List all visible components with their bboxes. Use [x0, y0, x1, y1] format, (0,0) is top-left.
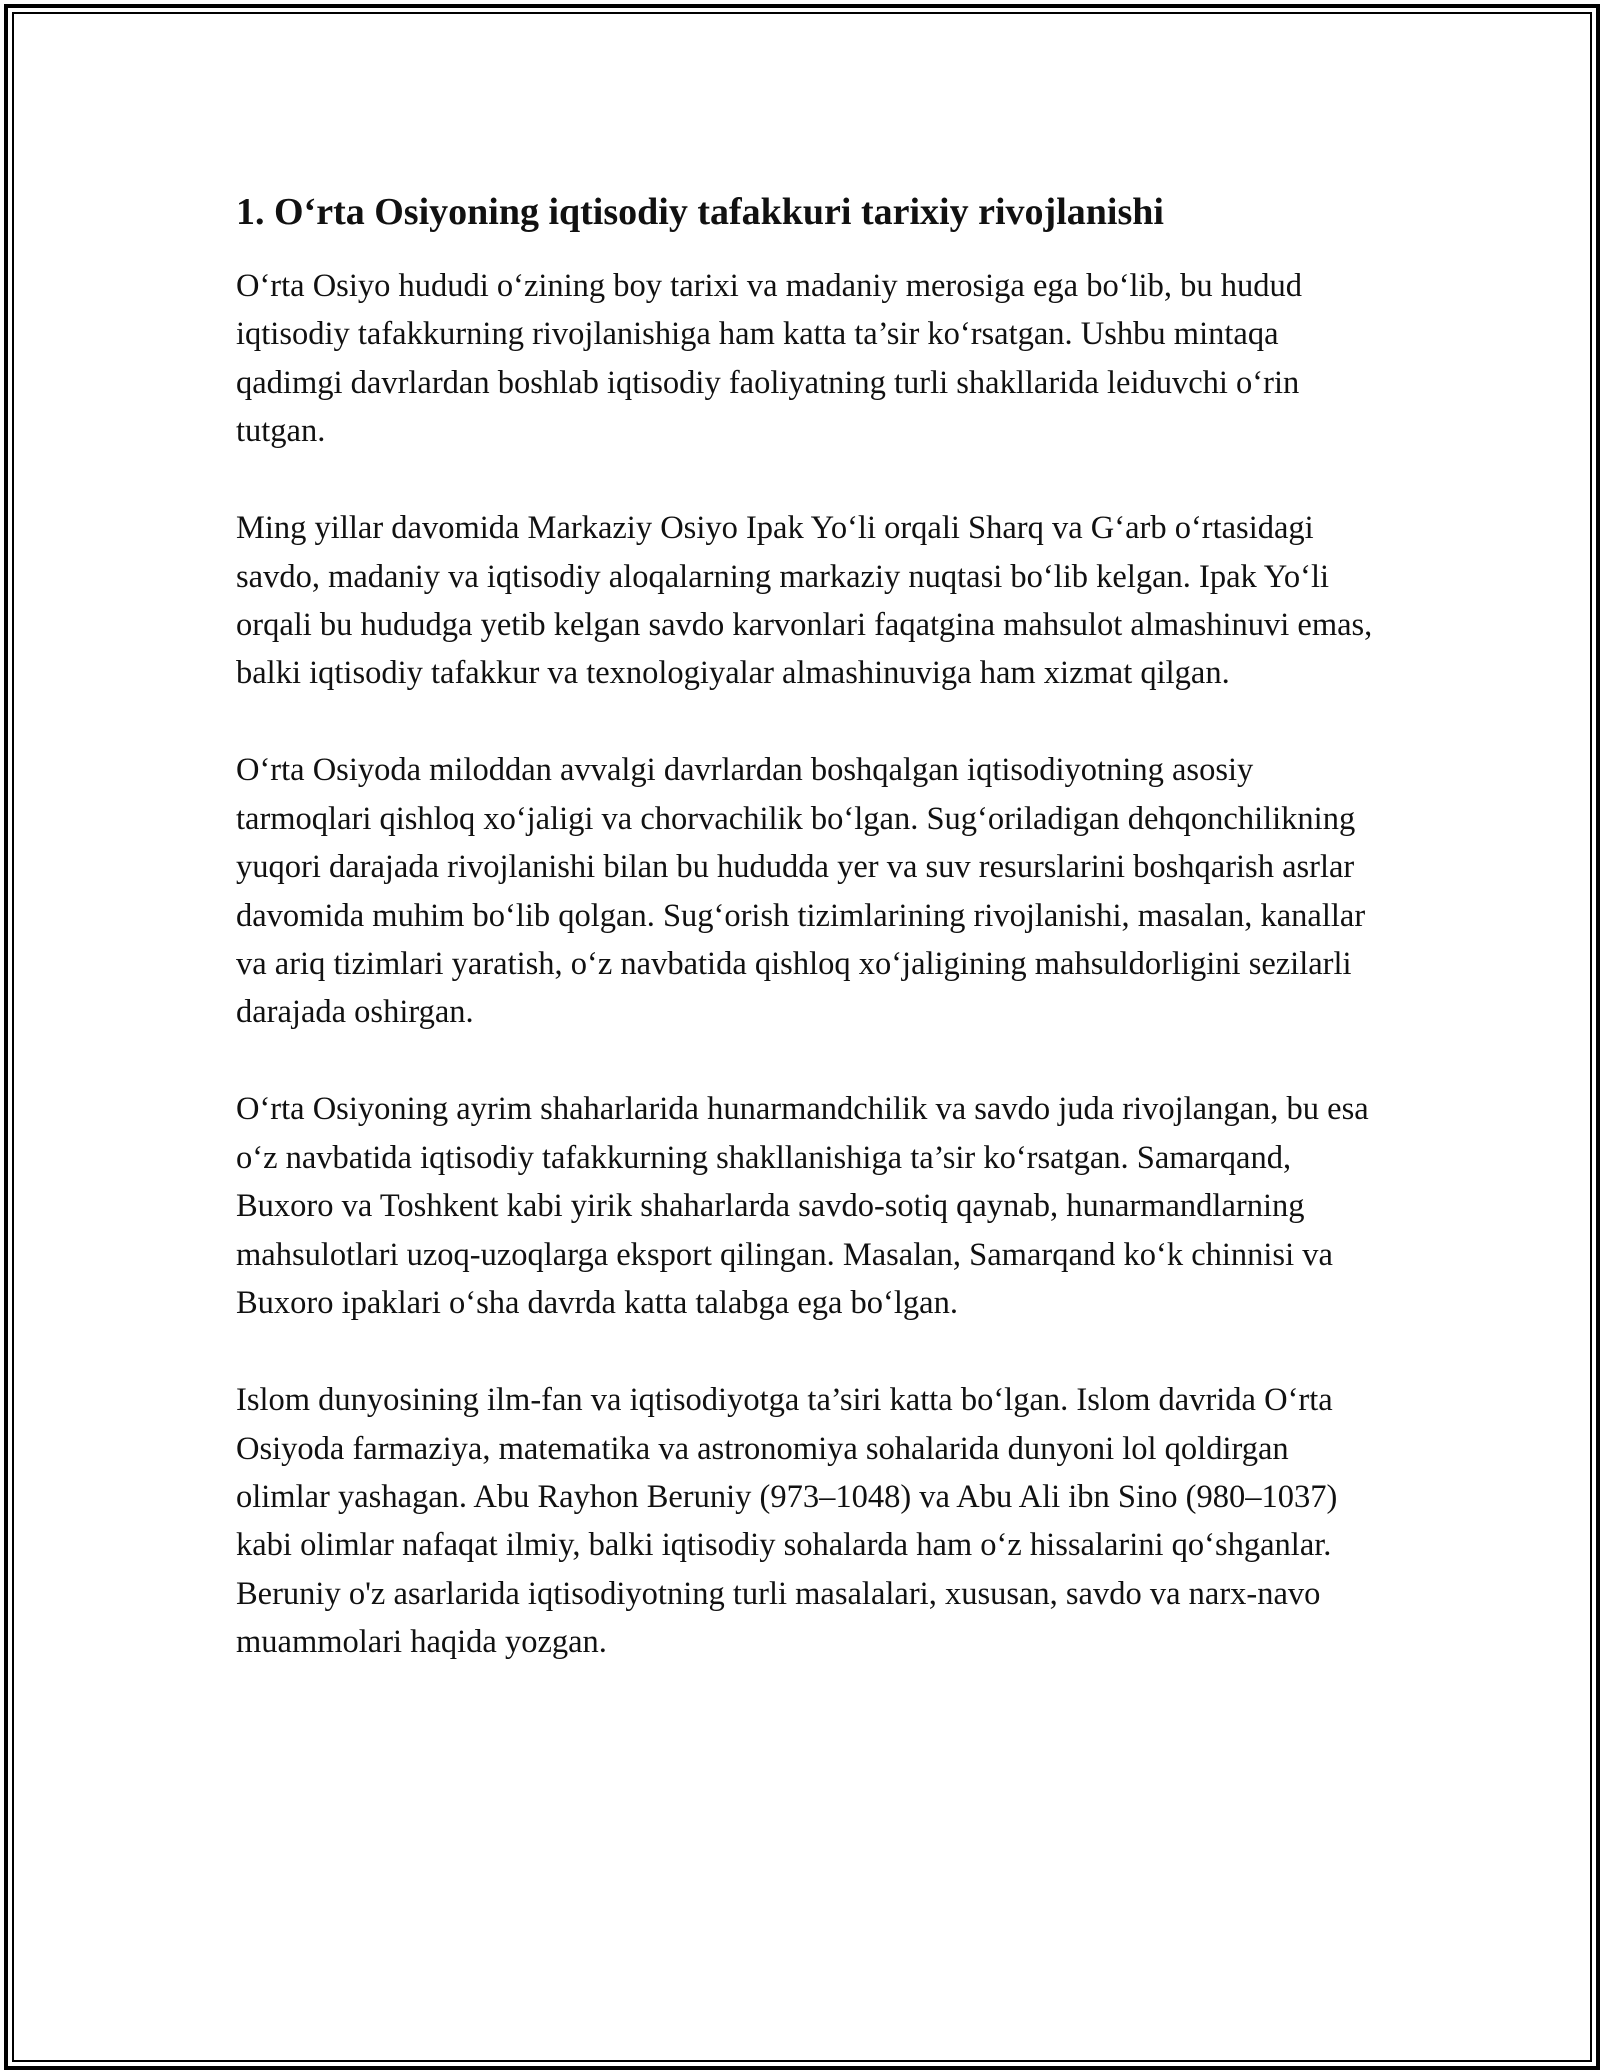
paragraph-3: O‘rta Osiyoda miloddan avvalgi davrlardan boshqalgan iqtisodiyotning asosiy tarmoqlari qishloq xo‘jaligi va chorvachilik bo‘lgan. Sug‘oriladigan dehqonchilikning yuqori darajada rivojlanishi bilan bu hududda yer va suv resurslarini boshqarish asrlar davomida muhim bo‘lib qolgan. Sug‘orish tizimlarining rivojlanishi, masalan, kanallar va ariq tizimlari yaratish, o‘z navbatida qishloq xo‘jaligining mahsuldorligini sezilarli darajada oshirgan.	[236, 752, 1366, 1031]
paragraph-2: Ming yillar davomida Markaziy Osiyo Ipak Yo‘li orqali Sharq va G‘arb o‘rtasidagi savdo, madaniy va iqtisodiy aloqalarning markaziy nuqtasi bo‘lib kelgan. Ipak Yo‘li orqali bu hududga yetib kelgan savdo karvonlari faqatgina mahsulot almashinuvi emas, balki iqtisodiy tafakkur va texnologiyalar almashinuviga ham xizmat qilgan.	[236, 510, 1373, 692]
section-heading: 1. O‘rta Osiyoning iqtisodiy tafakkuri tarixiy rivojlanishi	[236, 191, 1164, 233]
document-body	[236, 188, 1376, 1715]
paragraph-5: Islom dunyosining ilm-fan va iqtisodiyotga ta’siri katta bo‘lgan. Islom davrida O‘rta Osiyoda farmaziya, matematika va astronomiya sohalarida dunyoni lol qoldirgan olimlar yashagan. Abu Rayhon Beruniy (973–1048) va Abu Ali ibn Sino (980–1037) kabi olimlar nafaqat ilmiy, balki iqtisodiy sohalarda ham o‘z hissalarini qo‘shganlar. Beruniy o'z asarlarida iqtisodiyotning turli masalalari, xususan, savdo va narx-navo muammolari haqida yozgan.	[236, 1382, 1338, 1661]
paragraph-1: O‘rta Osiyo hududi o‘zining boy tarixi va madaniy merosiga ega bo‘lib, bu hudud iqtisodiy tafakkurning rivojlanishiga ham katta ta’sir ko‘rsatgan. Ushbu mintaqa qadimgi davrlardan boshlab iqtisodiy faoliyatning turli shakllarida leiduvchi o‘rin tutgan.	[236, 268, 1302, 450]
paragraph-4: O‘rta Osiyoning ayrim shaharlarida hunarmandchilik va savdo juda rivojlangan, bu esa o‘z navbatida iqtisodiy tafakkurning shakllanishiga ta’sir ko‘rsatgan. Samarqand, Buxoro va Toshkent kabi yirik shaharlarda savdo-sotiq qaynab, hunarmandlarning mahsulotlari uzoq-uzoqlarga eksport qilingan. Masalan, Samarqand ko‘k chinnisi va Buxoro ipaklari o‘sha davrda katta talabga ega bo‘lgan.	[236, 1091, 1369, 1322]
